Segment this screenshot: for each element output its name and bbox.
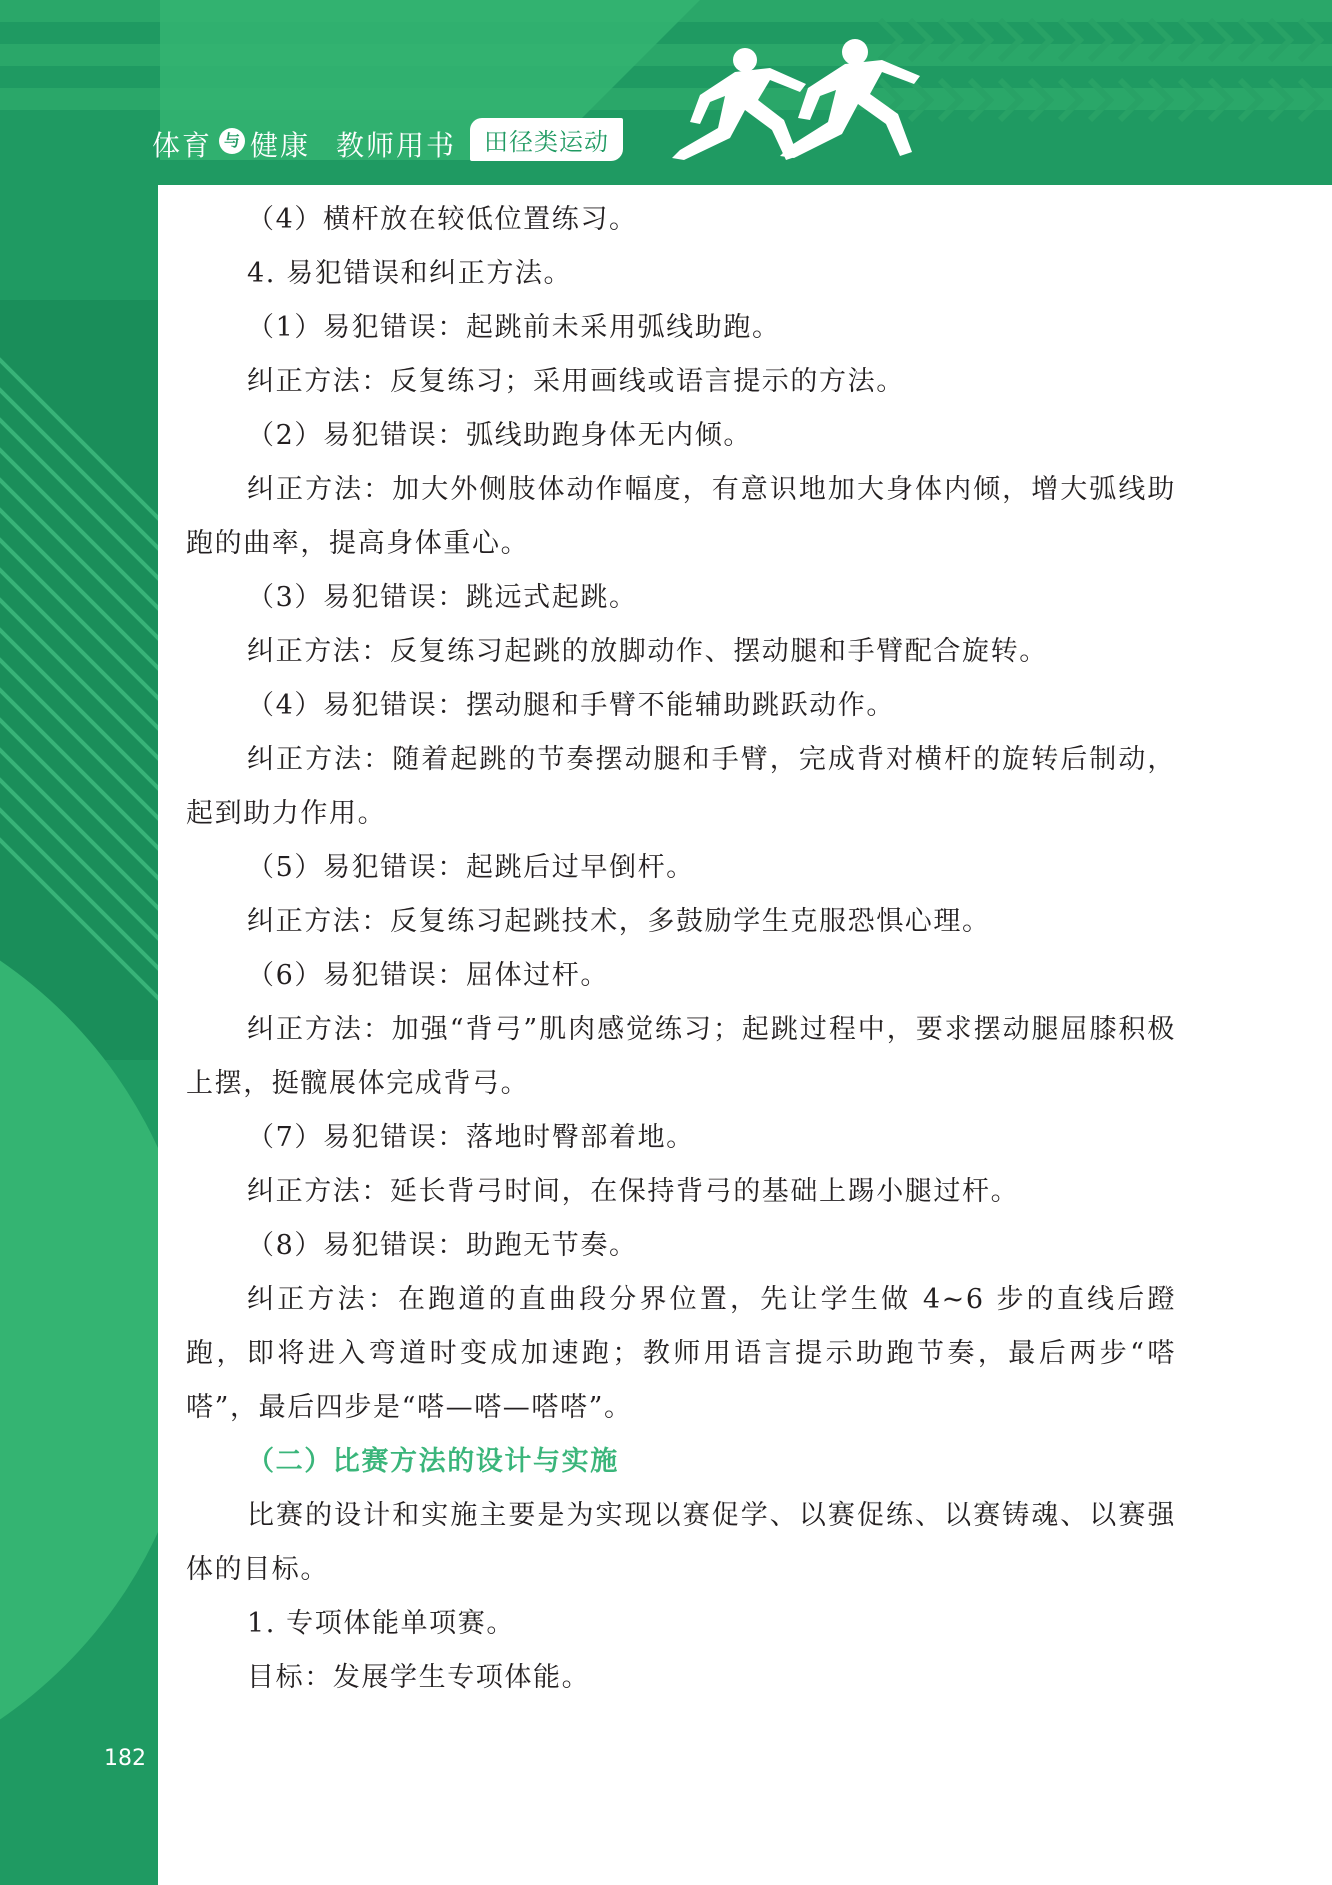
paragraph: 纠正方法：加大外侧肢体动作幅度，有意识地加大身体内倾，增大弧线助跑的曲率，提高身体重心。 <box>186 474 1176 559</box>
paragraph: 纠正方法：延长背弓时间，在保持背弓的基础上踢小腿过杆。 <box>247 1176 1020 1207</box>
paragraph: （1）易犯错误：起跳前未采用弧线助跑。 <box>247 312 781 343</box>
paragraph: 1. 专项体能单项赛。 <box>247 1608 515 1639</box>
section-tag: 田径类运动 <box>470 118 623 161</box>
paragraph: （6）易犯错误：屈体过杆。 <box>247 960 609 991</box>
paragraph: （4）易犯错误：摆动腿和手臂不能辅助跳跃动作。 <box>247 690 895 721</box>
paragraph: 4. 易犯错误和纠正方法。 <box>247 258 573 289</box>
paragraph: （2）易犯错误：弧线助跑身体无内倾。 <box>247 420 752 451</box>
page-number: 182 <box>104 1746 146 1771</box>
paragraph: 纠正方法：在跑道的直曲段分界位置，先让学生做 4~6 步的直线后蹬跑，即将进入弯道时变成加速跑；教师用语言提示助跑节奏，最后两步“嗒嗒”，最后四步是“嗒—嗒—嗒嗒”。 <box>186 1284 1176 1423</box>
paragraph: 目标：发展学生专项体能。 <box>247 1662 591 1693</box>
paragraph: 纠正方法：反复练习起跳技术，多鼓励学生克服恐惧心理。 <box>247 906 991 937</box>
book-title-and-logo: 与 <box>219 128 245 154</box>
paragraph: （5）易犯错误：起跳后过早倒杆。 <box>247 852 695 883</box>
book-title-part3: 教师用书 <box>336 129 457 162</box>
section-subheading: （二）比赛方法的设计与实施 <box>247 1446 619 1477</box>
paragraph: （8）易犯错误：助跑无节奏。 <box>247 1230 638 1261</box>
main-content <box>186 193 1176 1705</box>
paragraph: 纠正方法：反复练习；采用画线或语言提示的方法。 <box>247 366 905 397</box>
paragraph: 纠正方法：随着起跳的节奏摆动腿和手臂，完成背对横杆的旋转后制动，起到助力作用。 <box>186 744 1176 829</box>
paragraph: 纠正方法：加强“背弓”肌肉感觉练习；起跳过程中，要求摆动腿屈膝积极上摆，挺髋展体完成背弓。 <box>186 1014 1176 1099</box>
book-title-part2: 健康 <box>250 129 311 162</box>
book-title-part1: 体育 <box>152 129 213 162</box>
paragraph: 纠正方法：反复练习起跳的放脚动作、摆动腿和手臂配合旋转。 <box>247 636 1048 667</box>
paragraph: （4）横杆放在较低位置练习。 <box>247 204 638 235</box>
paragraph: 比赛的设计和实施主要是为实现以赛促学、以赛促练、以赛铸魂、以赛强体的目标。 <box>186 1500 1176 1585</box>
paragraph: （3）易犯错误：跳远式起跳。 <box>247 582 638 613</box>
paragraph: （7）易犯错误：落地时臀部着地。 <box>247 1122 695 1153</box>
